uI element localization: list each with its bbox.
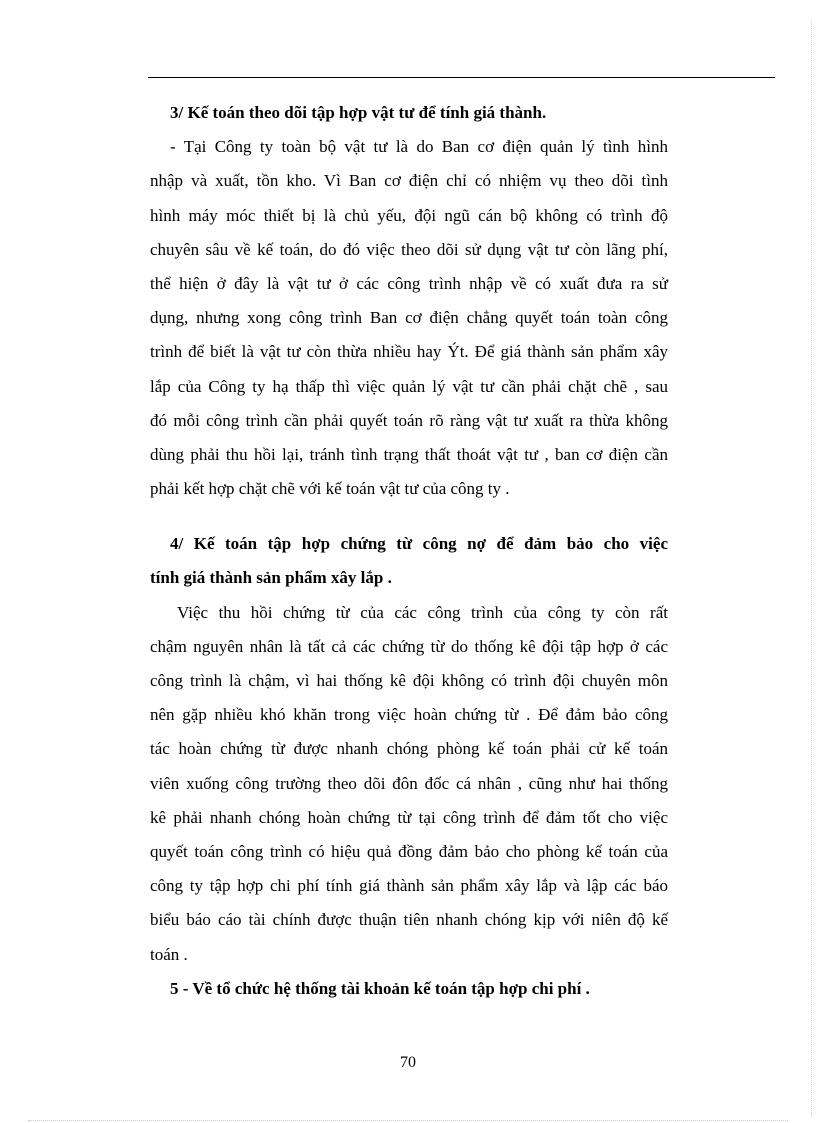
paragraph-line: thể hiện ở đây là vật tư ở các công trình nhập về có xuất đưa ra sử — [150, 273, 668, 293]
paragraph-line: toán . — [150, 944, 188, 964]
paragraph-line: quyết toán công trình có hiệu quả đồng đảm bảo cho phòng kế toán của — [150, 841, 668, 861]
paragraph-line: viên xuống công trường theo dõi đôn đốc cá nhân , cũng như hai thống — [150, 773, 668, 793]
header-rule — [148, 77, 775, 78]
paragraph-line: nhập và xuất, tồn kho. Vì Ban cơ điện chỉ có nhiệm vụ theo dõi tình — [150, 171, 668, 191]
paragraph-line: dụng, nhưng xong công trình Ban cơ điện chẳng quyết toán toàn công — [150, 308, 668, 328]
document-body — [150, 96, 668, 1006]
page-number: 70 — [400, 1054, 416, 1071]
paragraph-gap — [150, 506, 668, 527]
paragraph-line: biểu báo cáo tài chính được thuận tiên nhanh chóng kịp với niên độ kế — [150, 910, 668, 930]
section-5-heading: 5 - Về tổ chức hệ thống tài khoản kế toán tập hợp chi phí . — [170, 978, 590, 998]
paragraph-line: nên gặp nhiều khó khăn trong việc hoàn chứng từ . Để đảm bảo công — [150, 705, 668, 725]
paragraph-line: kê phải nhanh chóng hoàn chứng từ tại công trình để đảm tốt cho việc — [150, 807, 668, 827]
paragraph-line: - Tại Công ty toàn bộ vật tư là do Ban cơ điện quản lý tình hình — [170, 137, 668, 157]
paragraph-line: tác hoàn chứng từ được nhanh chóng phòng kế toán phải cử kế toán — [150, 739, 668, 759]
paragraph-line: chuyên sâu về kế toán, do đó việc theo dõi sử dụng vật tư còn lãng phí, — [150, 239, 668, 259]
right-page-rule — [811, 20, 812, 1117]
paragraph-line: dùng phải thu hồi lại, tránh tình trạng thất thoát vật tư , ban cơ điện cần — [150, 444, 668, 464]
section-3-heading: 3/ Kế toán theo dõi tập hợp vật tư để tính giá thành. — [170, 103, 547, 122]
section-4-heading: 4/ Kế toán tập hợp chứng từ công nợ để đảm bảo cho việc — [170, 534, 668, 554]
paragraph-line: hình máy móc thiết bị là chủ yếu, đội ngũ cán bộ không có trình độ — [150, 205, 668, 225]
bottom-page-rule — [28, 1120, 788, 1121]
section-4-heading-continued: tính giá thành sản phẩm xây lắp . — [150, 568, 392, 588]
paragraph-line: chậm nguyên nhân là tất cả các chứng từ do thống kê đội tập hợp ở các — [150, 636, 668, 656]
paragraph-line: Việc thu hồi chứng từ của các công trình của công ty còn rất — [177, 602, 668, 622]
paragraph-line: phải kết hợp chặt chẽ với kế toán vật tư của công ty . — [150, 479, 510, 499]
paragraph-line: đó mỗi công trình cần phải quyết toán rõ ràng vật tư xuất ra thừa không — [150, 410, 668, 430]
paragraph-line: công trình là chậm, vì hai thống kê đội không có trình đội chuyên môn — [150, 671, 668, 690]
paragraph-line: trình để biết là vật tư còn thừa nhiều hay Ýt. Để giá thành sản phẩm xây — [150, 342, 668, 362]
paragraph-line: công ty tập hợp chi phí tính giá thành sản phẩm xây lắp và lập các báo — [150, 876, 668, 896]
paragraph-line: lắp của Công ty hạ thấp thì việc quản lý vật tư cần phải chặt chẽ , sau — [150, 376, 668, 396]
